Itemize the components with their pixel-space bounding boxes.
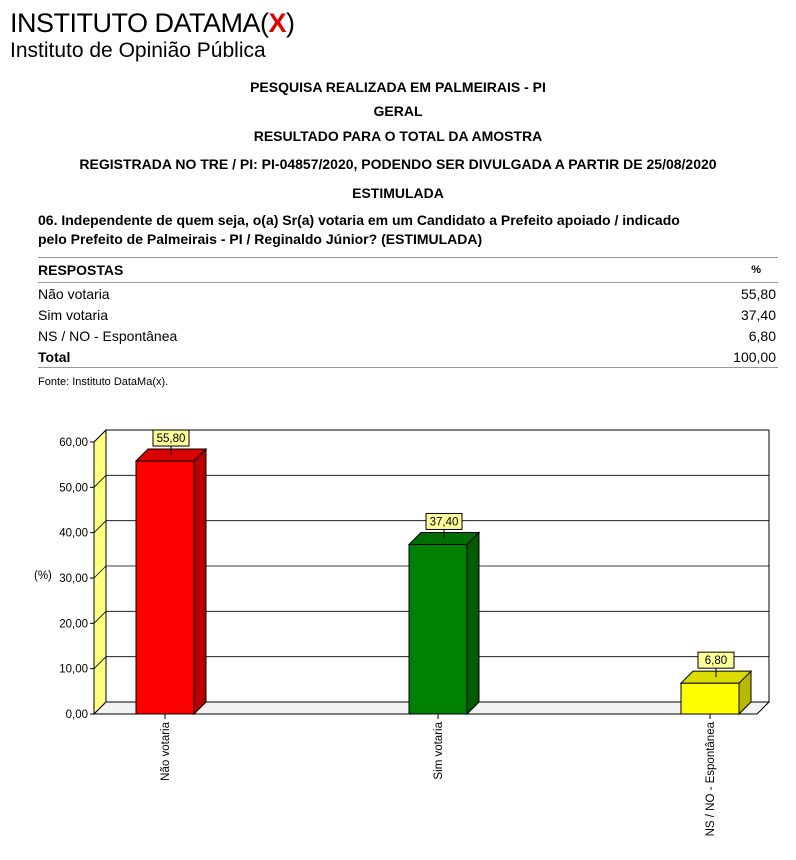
brand-subtitle: Instituto de Opinião Pública bbox=[10, 39, 266, 62]
bar bbox=[409, 544, 467, 714]
row-label: Sim votaria bbox=[38, 306, 109, 323]
table-row bbox=[38, 325, 778, 346]
row-value: 6,80 bbox=[748, 327, 776, 344]
row-label: NS / NO - Espontânea bbox=[38, 327, 178, 344]
table-row bbox=[38, 283, 778, 304]
row-label: Não votaria bbox=[38, 285, 110, 302]
source-note: Fonte: Instituto DataMa(x). bbox=[38, 376, 169, 388]
y-tick-label: 20,00 bbox=[59, 618, 88, 631]
header-mode: ESTIMULADA bbox=[352, 185, 444, 201]
brand-name-close: ) bbox=[286, 8, 295, 38]
brand-name bbox=[10, 8, 295, 38]
header-registration: REGISTRADA NO TRE / PI: PI-04857/2020, PODENDO SER DIVULGADA A PARTIR DE 25/08/2020 bbox=[79, 156, 717, 172]
x-category-label: Não votaria bbox=[160, 722, 172, 781]
data-label: 37,40 bbox=[429, 516, 459, 529]
bar bbox=[681, 683, 739, 714]
header-scope: GERAL bbox=[373, 103, 423, 119]
question-line-1: 06. Independente de quem seja, o(a) Sr(a) votaria em um Candidato a Prefeito apoiado / indicado bbox=[38, 212, 680, 228]
bar-side bbox=[467, 532, 479, 714]
table-row bbox=[38, 304, 778, 325]
data-label: 55,80 bbox=[156, 433, 186, 446]
table-rule-bottom bbox=[38, 367, 778, 368]
y-tick-label: 40,00 bbox=[59, 527, 88, 540]
row-value: 37,40 bbox=[740, 306, 776, 323]
header-result-scope: RESULTADO PARA O TOTAL DA AMOSTRA bbox=[253, 128, 543, 144]
total-label: Total bbox=[38, 348, 71, 365]
y-tick-label: 0,00 bbox=[65, 709, 88, 721]
y-tick-label: 50,00 bbox=[59, 482, 88, 495]
question-text bbox=[38, 211, 778, 249]
col-header-responses: RESPOSTAS bbox=[38, 262, 124, 278]
total-value: 100,00 bbox=[733, 348, 776, 365]
table-total-row bbox=[38, 346, 778, 367]
y-axis-title: (%) bbox=[34, 570, 52, 582]
bar-side bbox=[194, 449, 206, 714]
results-table bbox=[38, 257, 778, 368]
x-category-label: Sim votaria bbox=[433, 722, 445, 780]
header-survey-location: PESQUISA REALIZADA EM PALMEIRAIS - PI bbox=[250, 79, 546, 95]
y-tick-label: 10,00 bbox=[59, 663, 88, 676]
brand-name-text: INSTITUTO DATAMA( bbox=[10, 8, 269, 38]
data-label: 6,80 bbox=[704, 655, 728, 668]
row-value: 55,80 bbox=[740, 285, 776, 302]
question-line-2: pelo Prefeito de Palmeirais - PI / Reginaldo Júnior? (ESTIMULADA) bbox=[38, 231, 483, 247]
x-category-label: NS / NO - Espontânea bbox=[705, 722, 717, 837]
y-tick-label: 60,00 bbox=[59, 437, 88, 449]
bar-chart bbox=[0, 400, 796, 860]
col-header-percent: % bbox=[751, 264, 761, 276]
y-tick-label: 30,00 bbox=[59, 573, 88, 585]
brand-name-x: X bbox=[268, 8, 287, 38]
brand-logo bbox=[10, 8, 295, 63]
table-header-row bbox=[38, 258, 778, 282]
bar bbox=[136, 461, 194, 714]
